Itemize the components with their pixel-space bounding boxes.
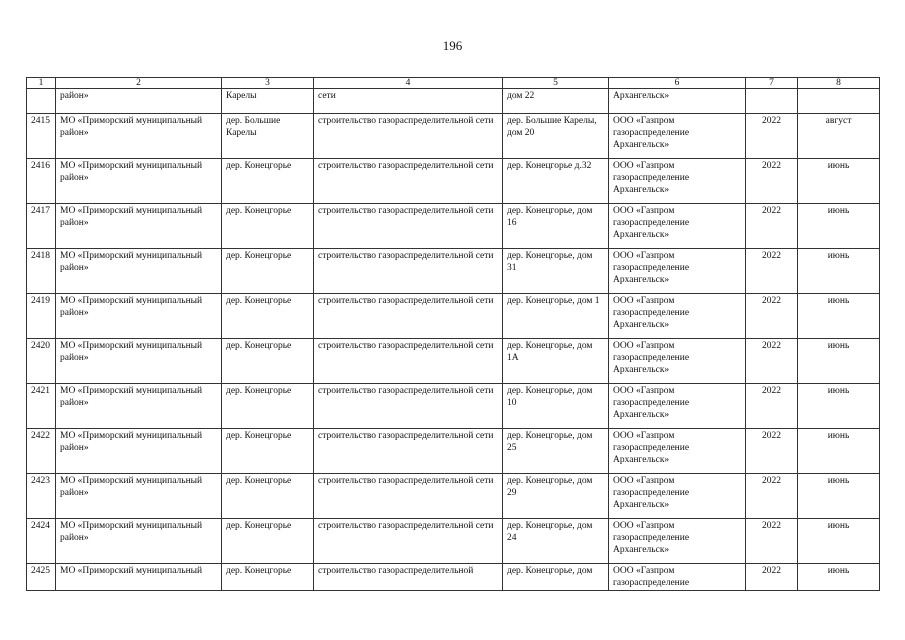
cell-org: ООО «Газпром газораспределение Архангельск» (609, 519, 746, 564)
table-row (27, 294, 880, 339)
cell-num (27, 89, 56, 114)
cell-place: Карелы (222, 89, 314, 114)
header-row (27, 78, 880, 89)
cell-address: дер. Конецгорье, дом 25 (503, 429, 609, 474)
cell-org: ООО «Газпром газораспределение Архангельск» (609, 114, 746, 159)
cell-place: дер. Конецгорье (222, 294, 314, 339)
cell-num: 2425 (27, 564, 56, 591)
cell-year: 2022 (746, 339, 798, 384)
table-row (27, 339, 880, 384)
cell-address: дер. Конецгорье, дом 10 (503, 384, 609, 429)
cell-month: июнь (798, 429, 880, 474)
cell-place: дер. Конецгорье (222, 384, 314, 429)
cell-year: 2022 (746, 429, 798, 474)
cell-work: строительство газораспределительной сети (314, 429, 503, 474)
object-table (26, 77, 880, 591)
cell-year: 2022 (746, 159, 798, 204)
cell-num: 2423 (27, 474, 56, 519)
cell-address: дер. Конецгорье, дом 1А (503, 339, 609, 384)
cell-mo: МО «Приморский муниципальный район» (56, 204, 222, 249)
cell-org: ООО «Газпром газораспределение Архангельск» (609, 339, 746, 384)
cell-work: строительство газораспределительной сети (314, 204, 503, 249)
cell-org: ООО «Газпром газораспределение Архангельск» (609, 204, 746, 249)
table-row (27, 159, 880, 204)
cell-mo: МО «Приморский муниципальный район» (56, 249, 222, 294)
cell-num: 2417 (27, 204, 56, 249)
cell-work: строительство газораспределительной сети (314, 114, 503, 159)
table-row (27, 114, 880, 159)
cell-work: строительство газораспределительной сети (314, 519, 503, 564)
cell-place: дер. Конецгорье (222, 519, 314, 564)
cell-num: 2415 (27, 114, 56, 159)
cell-year (746, 89, 798, 114)
col-header-3: 3 (222, 78, 314, 89)
cell-mo: МО «Приморский муниципальный район» (56, 114, 222, 159)
cell-mo: МО «Приморский муниципальный район» (56, 519, 222, 564)
cell-place: дер. Конецгорье (222, 204, 314, 249)
cell-org: ООО «Газпром газораспределение (609, 564, 746, 591)
cell-work: сети (314, 89, 503, 114)
cell-work: строительство газораспределительной сети (314, 339, 503, 384)
cell-month: август (798, 114, 880, 159)
cell-year: 2022 (746, 294, 798, 339)
cell-place: дер. Конецгорье (222, 564, 314, 591)
page-number: 196 (442, 38, 463, 53)
table-row (27, 564, 880, 591)
table-row (27, 474, 880, 519)
table-row (27, 204, 880, 249)
cell-month (798, 89, 880, 114)
col-header-8: 8 (798, 78, 880, 89)
cell-address: дер. Конецгорье, дом 1 (503, 294, 609, 339)
cell-mo: МО «Приморский муниципальный (56, 564, 222, 591)
cell-month: июнь (798, 159, 880, 204)
cell-org: ООО «Газпром газораспределение Архангельск» (609, 474, 746, 519)
cell-month: июнь (798, 384, 880, 429)
cell-mo: район» (56, 89, 222, 114)
cell-address: дер. Конецгорье, дом 24 (503, 519, 609, 564)
cell-mo: МО «Приморский муниципальный район» (56, 339, 222, 384)
cell-month: июнь (798, 564, 880, 591)
cell-work: строительство газораспределительной сети (314, 294, 503, 339)
col-header-2: 2 (56, 78, 222, 89)
table-row (27, 249, 880, 294)
cell-org: ООО «Газпром газораспределение Архангельск» (609, 384, 746, 429)
cell-org: Архангельск» (609, 89, 746, 114)
cell-year: 2022 (746, 249, 798, 294)
cell-address: дер. Конецгорье д.32 (503, 159, 609, 204)
cell-address: дер. Большие Карелы, дом 20 (503, 114, 609, 159)
table-row (27, 519, 880, 564)
cell-mo: МО «Приморский муниципальный район» (56, 159, 222, 204)
cell-address: дер. Конецгорье, дом (503, 564, 609, 591)
cell-address: дер. Конецгорье, дом 16 (503, 204, 609, 249)
cell-num: 2422 (27, 429, 56, 474)
cell-num: 2419 (27, 294, 56, 339)
cell-month: июнь (798, 519, 880, 564)
col-header-5: 5 (503, 78, 609, 89)
cell-mo: МО «Приморский муниципальный район» (56, 429, 222, 474)
continuation-row (27, 89, 880, 114)
cell-num: 2416 (27, 159, 56, 204)
cell-year: 2022 (746, 114, 798, 159)
cell-org: ООО «Газпром газораспределение Архангельск» (609, 249, 746, 294)
cell-work: строительство газораспределительной сети (314, 384, 503, 429)
cell-mo: МО «Приморский муниципальный район» (56, 384, 222, 429)
table-row (27, 384, 880, 429)
cell-org: ООО «Газпром газораспределение Архангельск» (609, 294, 746, 339)
cell-place: дер. Конецгорье (222, 429, 314, 474)
cell-address: дом 22 (503, 89, 609, 114)
cell-year: 2022 (746, 564, 798, 591)
cell-num: 2420 (27, 339, 56, 384)
cell-year: 2022 (746, 519, 798, 564)
col-header-6: 6 (609, 78, 746, 89)
cell-mo: МО «Приморский муниципальный район» (56, 474, 222, 519)
cell-work: строительство газораспределительной сети (314, 159, 503, 204)
cell-address: дер. Конецгорье, дом 29 (503, 474, 609, 519)
cell-mo: МО «Приморский муниципальный район» (56, 294, 222, 339)
cell-work: строительство газораспределительной (314, 564, 503, 591)
cell-month: июнь (798, 204, 880, 249)
cell-month: июнь (798, 474, 880, 519)
cell-org: ООО «Газпром газораспределение Архангельск» (609, 429, 746, 474)
col-header-7: 7 (746, 78, 798, 89)
cell-num: 2421 (27, 384, 56, 429)
cell-place: дер. Конецгорье (222, 159, 314, 204)
cell-month: июнь (798, 339, 880, 384)
col-header-4: 4 (314, 78, 503, 89)
cell-place: дер. Конецгорье (222, 339, 314, 384)
cell-num: 2418 (27, 249, 56, 294)
cell-year: 2022 (746, 384, 798, 429)
cell-num: 2424 (27, 519, 56, 564)
cell-address: дер. Конецгорье, дом 31 (503, 249, 609, 294)
cell-work: строительство газораспределительной сети (314, 474, 503, 519)
cell-month: июнь (798, 294, 880, 339)
cell-year: 2022 (746, 204, 798, 249)
col-header-1: 1 (27, 78, 56, 89)
cell-org: ООО «Газпром газораспределение Архангельск» (609, 159, 746, 204)
cell-place: дер. Большие Карелы (222, 114, 314, 159)
cell-month: июнь (798, 249, 880, 294)
table-row (27, 429, 880, 474)
cell-work: строительство газораспределительной сети (314, 249, 503, 294)
cell-place: дер. Конецгорье (222, 249, 314, 294)
cell-year: 2022 (746, 474, 798, 519)
cell-place: дер. Конецгорье (222, 474, 314, 519)
